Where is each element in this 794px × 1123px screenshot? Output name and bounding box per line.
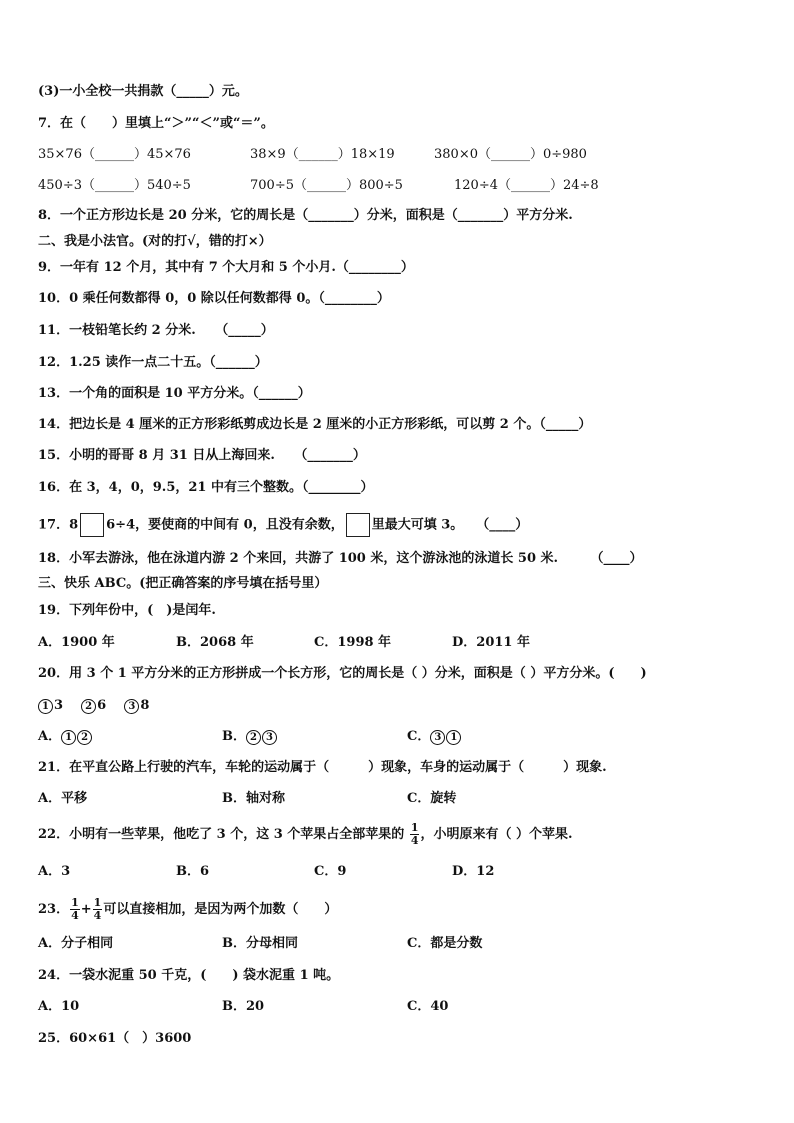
q22-stem-b: ，小明原来有（ ）个苹果. bbox=[420, 827, 573, 842]
q7-item: 35×76（______）45×76 bbox=[38, 147, 191, 162]
circled-number: 2 bbox=[77, 730, 92, 745]
q7-item: 380×0（______）0÷980 bbox=[434, 147, 587, 162]
q25: 25．60×61（ ）3600 bbox=[38, 1031, 192, 1046]
q7-item: 450÷3（______）540÷5 bbox=[38, 178, 191, 193]
q23-stem bbox=[38, 897, 337, 922]
denominator: 4 bbox=[71, 909, 79, 922]
q23-option-c: C．都是分数 bbox=[407, 936, 483, 951]
q23-option-b: B．分母相同 bbox=[222, 936, 298, 951]
q13: 13．一个角的面积是 10 平方分米。（______） bbox=[38, 386, 311, 401]
q20-item-value: 3 bbox=[54, 698, 64, 713]
q21-option-b: B．轴对称 bbox=[222, 791, 285, 806]
q22-option-c: C．9 bbox=[314, 864, 347, 879]
q7-item: 38×9（______）18×19 bbox=[250, 147, 395, 162]
q20-stem: 20．用 3 个 1 平方分米的正方形拼成一个长方形，它的周长是（ ）分米，面积是（ ）平方分米。( ) bbox=[38, 666, 647, 681]
section-3-title: 三、快乐 ABC。(把正确答案的序号填在括号里） bbox=[38, 576, 328, 591]
q17 bbox=[38, 513, 528, 537]
plus-sign: + bbox=[80, 902, 92, 917]
fraction bbox=[410, 822, 420, 847]
q20-items bbox=[38, 697, 149, 715]
option-label: C． bbox=[407, 729, 431, 744]
q7-title: 7．在（ ）里填上“＞”“＜”或“＝”。 bbox=[38, 116, 274, 131]
section-2-title: 二、我是小法官。(对的打√，错的打×） bbox=[38, 234, 272, 249]
circled-number: 1 bbox=[61, 730, 76, 745]
q21-option-c: C．旋转 bbox=[407, 791, 457, 806]
circled-number: 2 bbox=[81, 699, 96, 714]
numerator: 1 bbox=[410, 821, 419, 834]
q22-option-a: A．3 bbox=[38, 864, 71, 879]
q17-part-a: 17．8 bbox=[38, 517, 79, 533]
q16: 16．在 3，4，0，9.5，21 中有三个整数。（________） bbox=[38, 480, 374, 495]
circled-number: 2 bbox=[246, 730, 261, 745]
q20-option-c bbox=[407, 728, 462, 746]
q21-option-a: A．平移 bbox=[38, 791, 88, 806]
q23-option-a: A．分子相同 bbox=[38, 936, 114, 951]
denominator: 4 bbox=[410, 834, 419, 847]
q17-part-c: 里最大可填 3。 （____） bbox=[371, 517, 529, 533]
q20-option-b bbox=[222, 728, 278, 746]
q8: 8．一个正方形边长是 20 分米，它的周长是（_______）分米，面积是（_______）平方分米. bbox=[38, 208, 573, 223]
option-label: A． bbox=[38, 729, 62, 744]
q22-stem-a: 22．小明有一些苹果，他吃了 3 个，这 3 个苹果占全部苹果的 bbox=[38, 827, 405, 842]
q24-stem: 24．一袋水泥重 50 千克，( ) 袋水泥重 1 吨。 bbox=[38, 968, 340, 983]
circled-number: 3 bbox=[430, 730, 445, 745]
answer-box bbox=[346, 513, 370, 537]
numerator: 1 bbox=[93, 896, 102, 909]
denominator: 4 bbox=[93, 909, 102, 922]
q20-item-value: 6 bbox=[97, 698, 107, 713]
q23-stem-b: 可以直接相加，是因为两个加数（ ） bbox=[103, 902, 338, 917]
circled-number: 3 bbox=[262, 730, 277, 745]
q19-option-b: B．2068 年 bbox=[176, 635, 254, 650]
q7-item: 120÷4（______）24÷8 bbox=[454, 178, 599, 193]
q19-option-a: A．1900 年 bbox=[38, 635, 115, 650]
q24-option-c: C．40 bbox=[407, 999, 449, 1014]
q19-option-c: C．1998 年 bbox=[314, 635, 392, 650]
answer-box bbox=[80, 513, 104, 537]
q22-stem bbox=[38, 822, 573, 847]
q17-part-b: 6÷4，要使商的中间有 0，且没有余数， bbox=[106, 517, 344, 533]
q24-option-a: A．10 bbox=[38, 999, 80, 1014]
q14: 14．把边长是 4 厘米的正方形彩纸剪成边长是 2 厘米的小正方形彩纸，可以剪 2 个。（_____） bbox=[38, 417, 592, 432]
q9: 9．一年有 12 个月，其中有 7 个大月和 5 个小月.（________） bbox=[38, 260, 414, 275]
q23-number: 23． bbox=[38, 902, 70, 917]
q11: 11．一枝铅笔长约 2 分米. （_____） bbox=[38, 323, 274, 338]
q20-item-value: 8 bbox=[140, 698, 150, 713]
q19-stem: 19．下列年份中，( )是闰年. bbox=[38, 603, 216, 618]
q7-item: 700÷5（______）800÷5 bbox=[250, 178, 403, 193]
circled-number: 3 bbox=[124, 699, 139, 714]
fraction bbox=[70, 897, 80, 922]
q18: 18．小军去游泳，他在泳道内游 2 个来回，共游了 100 米，这个游泳池的泳道长 50 米. （____） bbox=[38, 551, 643, 566]
q22-option-d: D．12 bbox=[452, 864, 495, 879]
q20-option-a bbox=[38, 728, 93, 746]
fraction bbox=[93, 897, 103, 922]
q6-part3: (3)一小全校一共捐款（_____）元。 bbox=[38, 84, 248, 99]
q19-option-d: D．2011 年 bbox=[452, 635, 530, 650]
circled-number: 1 bbox=[38, 699, 53, 714]
q24-option-b: B．20 bbox=[222, 999, 265, 1014]
q10: 10．0 乘任何数都得 0，0 除以任何数都得 0。（________） bbox=[38, 291, 390, 306]
q22-option-b: B．6 bbox=[176, 864, 210, 879]
numerator: 1 bbox=[71, 896, 79, 909]
option-label: B． bbox=[222, 729, 246, 744]
q15: 15．小明的哥哥 8 月 31 日从上海回来. （_______） bbox=[38, 448, 366, 463]
circled-number: 1 bbox=[446, 730, 461, 745]
q21-stem: 21．在平直公路上行驶的汽车，车轮的运动属于（ ）现象，车身的运动属于（ ）现象. bbox=[38, 760, 607, 775]
q12: 12．1.25 读作一点二十五。（______） bbox=[38, 355, 268, 370]
